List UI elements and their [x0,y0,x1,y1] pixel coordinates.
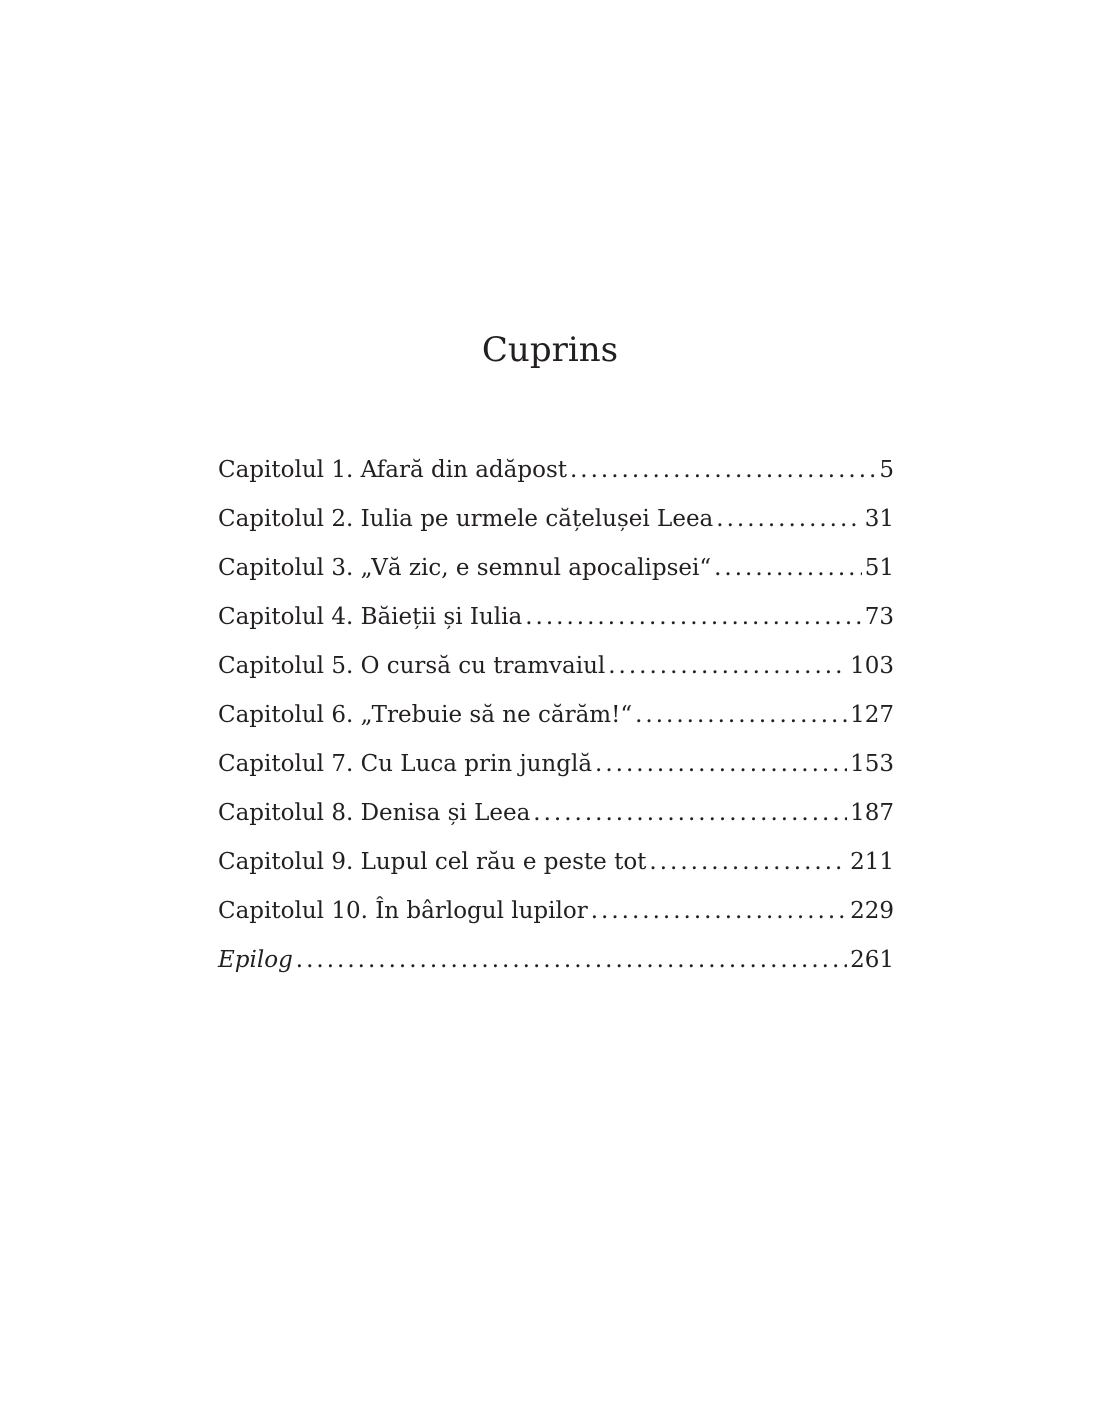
dot-leader [533,789,847,838]
toc-entry-title: Capitolul 1. Afară din adăpost [218,457,567,483]
toc-entry-title: Capitolul 7. Cu Luca prin junglă [218,751,593,777]
toc-entry-page: 73 [864,604,894,630]
toc-entry-epilog[interactable] [218,936,894,985]
toc-entry-page: 187 [850,800,894,826]
toc-entry-page: 153 [850,751,894,777]
toc-entry-title: Capitolul 8. Denisa și Leea [218,800,531,826]
dot-leader [525,593,862,642]
dot-leader [591,887,847,936]
toc-entry-page: 103 [850,653,894,679]
toc-entry-title: Capitolul 5. O cursă cu tramvaiul [218,653,606,679]
table-of-contents [218,446,894,985]
toc-entry-page: 127 [850,702,894,728]
dot-leader [716,495,861,544]
toc-entry-title: Capitolul 10. În bârlogul lupilor [218,898,588,924]
toc-entry[interactable] [218,838,894,887]
toc-entry[interactable] [218,691,894,740]
dot-leader [296,936,847,985]
toc-entry-page: 5 [879,457,894,483]
dot-leader [608,642,847,691]
toc-entry[interactable] [218,642,894,691]
dot-leader [635,691,847,740]
toc-entry[interactable] [218,789,894,838]
toc-entry[interactable] [218,544,894,593]
toc-entry[interactable] [218,495,894,544]
toc-entry[interactable] [218,446,894,495]
toc-entry-title: Capitolul 2. Iulia pe urmele cățelușei Leea [218,506,714,532]
toc-entry-title: Epilog [218,947,293,973]
toc-entry-page: 31 [864,506,894,532]
toc-entry-title: Capitolul 3. „Vă zic, e semnul apocalipsei“ [218,555,712,581]
toc-entry-page: 261 [850,947,894,973]
toc-entry-title: Capitolul 9. Lupul cel rău e peste tot [218,849,647,875]
toc-entry-page: 229 [850,898,894,924]
page-title: Cuprins [481,330,619,370]
toc-entry[interactable] [218,887,894,936]
dot-leader [649,838,847,887]
dot-leader [714,544,862,593]
toc-entry[interactable] [218,740,894,789]
dot-leader [570,446,876,495]
toc-entry-page: 211 [850,849,894,875]
toc-entry-title: Capitolul 6. „Trebuie să ne cărăm!“ [218,702,633,728]
toc-entry[interactable] [218,593,894,642]
dot-leader [595,740,847,789]
toc-entry-title: Capitolul 4. Băieții și Iulia [218,604,523,630]
toc-entry-page: 51 [864,555,894,581]
